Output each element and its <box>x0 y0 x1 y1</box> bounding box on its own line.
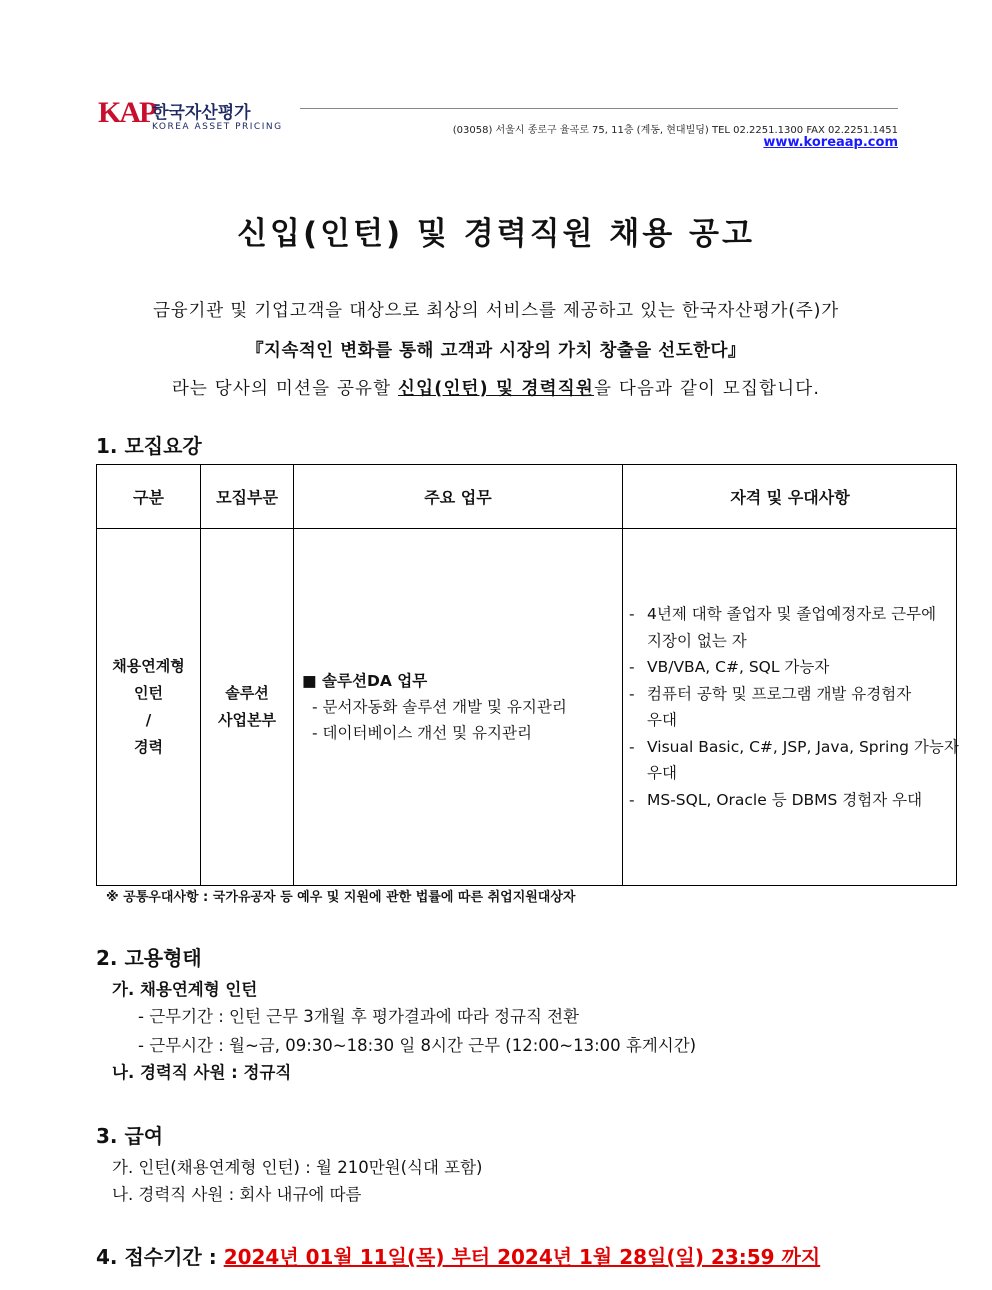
intro-line-3 <box>0 375 992 400</box>
section-1-heading: 1. 모집요강 <box>96 434 202 458</box>
category-line: 채용연계형 <box>112 657 185 675</box>
table-cell-category <box>97 529 200 885</box>
qualification-text: - MS-SQL, Oracle 등 DBMS 경험자 우대 <box>647 790 923 809</box>
table-cell-duties <box>302 529 622 885</box>
department-line: 사업본부 <box>218 711 276 729</box>
section-2-heading: 2. 고용형태 <box>96 946 202 970</box>
application-period: 2024년 01월 11일(목) 부터 2024년 1월 28일(일) 23:59 까지 <box>223 1245 821 1269</box>
qualification-text: 우대 <box>647 764 677 782</box>
qualification-text: - 4년제 대학 졸업자 및 졸업예정자로 근무에 <box>647 605 937 623</box>
section-4-heading: 4. 접수기간 : <box>96 1245 224 1269</box>
qualification-text: - Visual Basic, C#, JSP, Java, Spring 가능자 <box>647 737 959 756</box>
salary-intern: 가. 인턴(채용연계형 인턴) : 월 210만원(식대 포함) <box>112 1158 483 1177</box>
table-cell-department <box>201 529 293 885</box>
logo-korean-name: 한국자산평가 <box>152 103 251 123</box>
qualification-item <box>629 787 954 814</box>
common-preference-note: ※ 공통우대사항 : 국가유공자 등 예우 및 지원에 관한 법률에 따른 취업지원대상자 <box>106 890 576 905</box>
qualification-text: 우대 <box>647 711 677 729</box>
recruitment-table <box>96 464 957 886</box>
experienced-label: 나. 경력직 사원 : 정규직 <box>112 1063 292 1082</box>
section-4 <box>96 1241 820 1270</box>
qualification-text: - 컴퓨터 공학 및 프로그램 개발 유경험자 <box>647 684 912 703</box>
intro-line-3-post: 을 다음과 같이 모집합니다. <box>593 379 821 399</box>
logo-english-name: KOREA ASSET PRICING <box>152 122 283 132</box>
category-line: 인턴 <box>134 684 163 702</box>
table-header-qualifications: 자격 및 우대사항 <box>730 488 850 507</box>
table-header-duties: 주요 업무 <box>424 488 492 507</box>
category-line: 경력 <box>134 738 163 756</box>
header-divider <box>300 108 898 109</box>
website-link[interactable]: www.koreaap.com <box>763 135 898 150</box>
intro-line-2: 『지속적인 변화를 통해 고객과 시장의 가치 창출을 선도한다』 <box>246 341 746 361</box>
qualification-text: - VB/VBA, C#, SQL 가능자 <box>647 658 830 676</box>
salary-experienced: 나. 경력직 사원 : 회사 내규에 따름 <box>112 1185 362 1204</box>
qualification-item <box>629 601 954 654</box>
qualification-item <box>629 681 954 734</box>
intern-hours: - 근무시간 : 월~금, 09:30~18:30 일 8시간 근무 (12:00~13:00 휴게시간) <box>138 1036 697 1055</box>
company-logo <box>98 92 283 140</box>
duty-item: - 문서자동화 솔루션 개발 및 유지관리 <box>312 698 567 716</box>
qualification-item <box>629 734 959 787</box>
table-header-department: 모집부문 <box>216 488 278 507</box>
duty-heading: ■ 솔루션DA 업무 <box>302 672 428 690</box>
category-line: / <box>145 711 152 729</box>
intro-line-1: 금융기관 및 기업고객을 대상으로 최상의 서비스를 제공하고 있는 한국자산평가(주)가 <box>153 301 839 321</box>
intern-period: - 근무기간 : 인턴 근무 3개월 후 평가결과에 따라 정규직 전환 <box>138 1007 580 1026</box>
company-address: (03058) 서울시 종로구 율곡로 75, 11층 (계동, 현대빌딩) TEL 02.2251.1300 FAX 02.2251.1451 <box>452 125 898 136</box>
qualification-text: 지장이 없는 자 <box>647 631 747 650</box>
logo-mark: KAP <box>98 96 156 129</box>
qualification-item <box>629 654 954 681</box>
duty-item: - 데이터베이스 개선 및 유지관리 <box>312 724 532 742</box>
intro-line-3-emphasis: 신입(인턴) 및 경력직원 <box>398 379 594 399</box>
section-3-heading: 3. 급여 <box>96 1124 164 1148</box>
page-title: 신입(인턴) 및 경력직원 채용 공고 <box>237 216 755 252</box>
table-cell-qualifications <box>629 529 959 885</box>
intern-label: 가. 채용연계형 인턴 <box>112 980 258 999</box>
table-header-category: 구분 <box>133 488 164 507</box>
intro-line-3-pre: 라는 당사의 미션을 공유할 <box>171 379 399 399</box>
department-line: 솔루션 <box>225 684 269 702</box>
